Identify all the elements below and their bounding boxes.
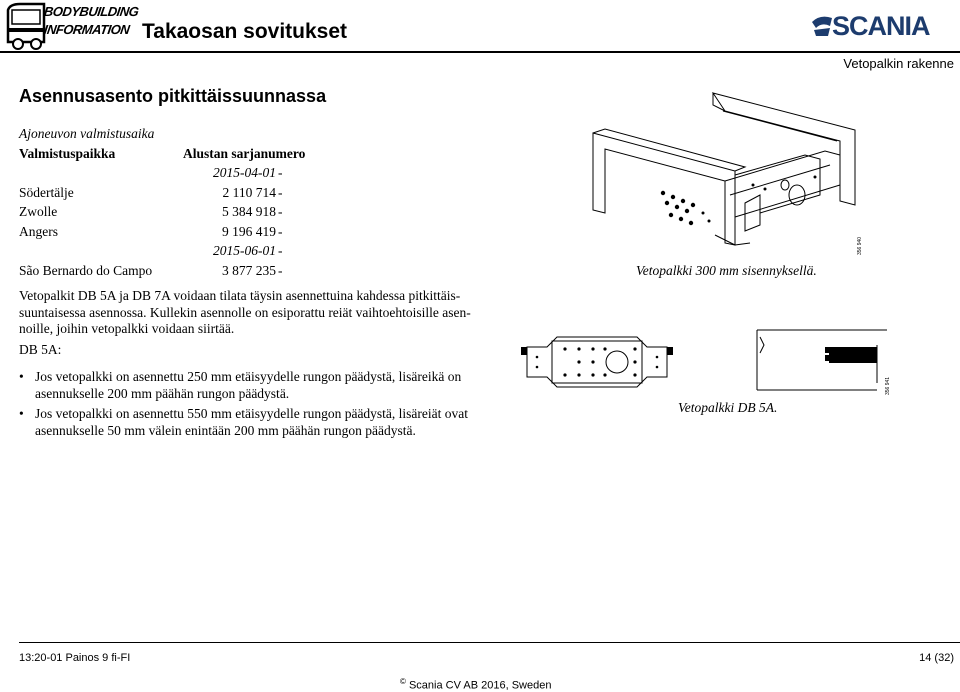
copyright-symbol: © <box>400 677 406 686</box>
table-row <box>19 261 319 281</box>
logo-line-2: INFORMATION <box>42 22 131 37</box>
copyright-notice <box>400 677 551 692</box>
figure-id: 356 940 <box>857 236 863 255</box>
section-heading: Asennusasento pitkittäissuunnassa <box>19 86 327 106</box>
serial-cell: 3 877 235 <box>222 262 276 278</box>
towing-beam-db5a-figure <box>517 325 892 405</box>
scania-logo <box>810 12 956 40</box>
table-row <box>19 163 319 183</box>
serial-cell: 5 384 918 <box>222 204 276 219</box>
table-row <box>19 202 319 222</box>
bullet-icon: • <box>19 369 24 384</box>
serial-cell: 2015-06-01 <box>213 243 276 258</box>
figure-caption: Vetopalkki 300 mm sisennyksellä. <box>636 263 817 278</box>
document-edition: 13:20-01 Painos 9 fi-FI <box>19 652 131 664</box>
bullet-text: Jos vetopalkki on asennettu 550 mm etäisyydelle rungon päädystä, lisäreiät ovat asennukselle 50 mm välein enintään 200 mm päähän rungon päädystä. <box>35 406 469 438</box>
section-subtitle: Vetopalkin rakenne <box>843 56 954 71</box>
towing-beam-db5a-drawing <box>517 325 892 405</box>
validity-table <box>19 124 319 280</box>
place-cell: Södertälje <box>19 184 74 200</box>
dash-cell: - <box>278 204 283 219</box>
page-number: 14 (32) <box>919 652 954 664</box>
column-header-serial: Alustan sarjanumero <box>183 145 306 161</box>
bullet-text: Jos vetopalkki on asennettu 250 mm etäisyydelle rungon päädystä, lisäreikä on asennukselle 200 mm päähän rungon päädystä. <box>35 369 462 401</box>
dash-cell: - <box>278 165 283 180</box>
validity-heading-row <box>19 124 319 144</box>
figure-caption: Vetopalkki DB 5A. <box>678 400 778 415</box>
towing-beam-illustration <box>585 85 865 265</box>
bodybuilding-information-logo <box>4 2 140 50</box>
intro-paragraph: Vetopalkit DB 5A ja DB 7A voidaan tilata täysin asennettuina kahdessa pitkittäis-suuntaisessa asennossa. Kullekin asennolle on esiporattu reiät vaihtoehtoisille asen-noille, joihin vetopalkki voidaan siirtää. <box>19 288 471 336</box>
list-item <box>19 406 489 439</box>
place-cell: Zwolle <box>19 204 58 219</box>
column-header-place: Valmistuspaikka <box>19 145 116 161</box>
place-cell: Angers <box>19 223 58 239</box>
place-cell: São Bernardo do Campo <box>19 262 153 278</box>
dash-cell: - <box>278 223 283 239</box>
logo-line-1: BODYBUILDING <box>42 4 140 19</box>
scania-wordmark: SCANIA <box>832 11 930 41</box>
copyright-text: Scania CV AB 2016, Sweden <box>408 679 552 692</box>
table-row <box>19 222 319 242</box>
table-header-row <box>19 144 319 164</box>
table-row <box>19 241 319 261</box>
footer-divider <box>19 642 960 643</box>
dash-cell: - <box>278 184 283 200</box>
document-title: Takaosan sovitukset <box>142 20 348 43</box>
serial-cell: 2015-04-01 <box>213 165 276 180</box>
towing-beam-isometric-figure <box>585 85 865 265</box>
bullet-icon: • <box>19 406 24 421</box>
table-row <box>19 183 319 203</box>
db5a-label: DB 5A: <box>19 342 62 357</box>
list-item <box>19 369 489 402</box>
dash-cell: - <box>278 243 283 258</box>
serial-cell: 9 196 419 <box>222 223 276 239</box>
serial-cell: 2 110 714 <box>222 184 276 200</box>
bullet-list <box>19 369 489 443</box>
header-divider <box>0 51 960 53</box>
validity-heading: Ajoneuvon valmistusaika <box>19 126 155 141</box>
dash-cell: - <box>278 262 283 278</box>
figure-id: 356 941 <box>885 376 891 395</box>
